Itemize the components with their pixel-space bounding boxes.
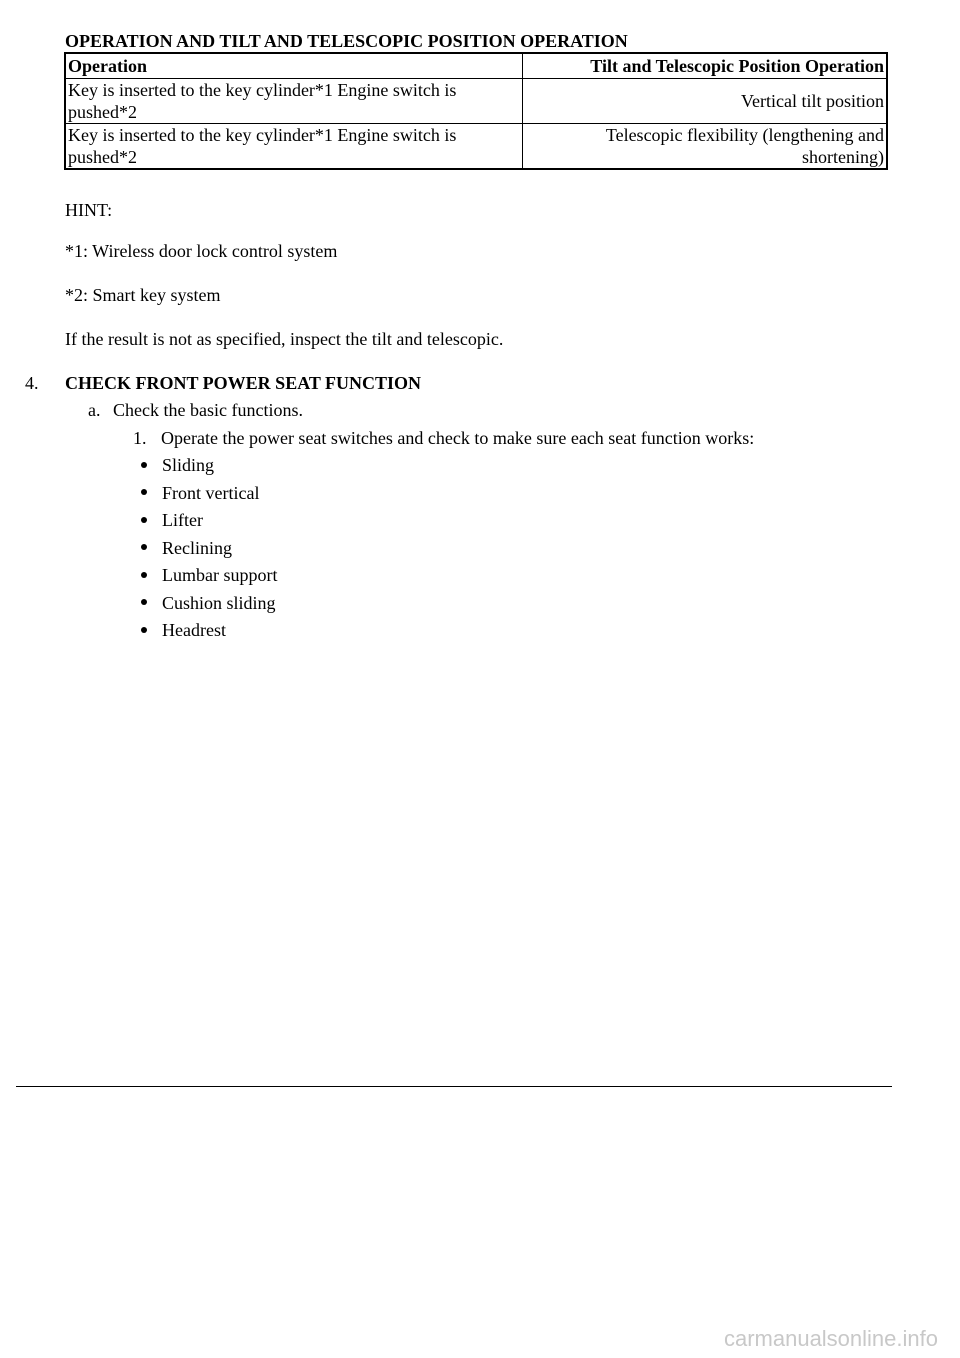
list-item [141,454,277,482]
result-instruction: If the result is not as specified, inspect the tilt and telescopic. [65,329,504,349]
site-watermark[interactable]: carmanualsonline.info [723,1326,938,1351]
list-item [141,482,277,510]
function-label: Reclining [162,537,232,558]
list-item [141,537,277,565]
function-label: Lumbar support [162,565,278,585]
list-item [141,619,277,647]
substep-1 [133,427,754,449]
hint-note-1: *1: Wireless door lock control system [65,241,338,261]
substep-a-text: Check the basic functions. [113,400,303,420]
bullet-icon [141,544,147,550]
header-operation: Operation [65,53,523,79]
bullet-icon [141,627,147,633]
header-tilt-telescopic: Tilt and Telescopic Position Operation [523,53,888,79]
table-row [65,124,887,170]
list-item [141,592,277,620]
table-row [65,79,887,124]
table-header-row [65,53,887,79]
function-label: Cushion sliding [162,592,276,613]
bullet-icon [141,599,147,605]
row-operation-cell: Key is inserted to the key cylinder*1 Engine switch is pushed*2 [65,79,523,124]
substep-1-mark: 1. [133,428,147,448]
bullet-icon [141,489,147,495]
row-position-cell: Telescopic flexibility (lengthening and shortening) [523,124,888,170]
substep-a-mark: a. [88,400,101,420]
step-title: CHECK FRONT POWER SEAT FUNCTION [65,373,422,393]
function-label: Lifter [162,510,203,530]
function-label: Sliding [162,455,215,475]
operation-table [64,52,888,170]
row-operation-cell: Key is inserted to the key cylinder*1 Engine switch is pushed*2 [65,124,523,170]
step-heading [25,372,421,394]
list-item [141,509,277,537]
bullet-icon [141,517,147,523]
hint-label: HINT: [65,200,113,220]
substep-a [88,399,303,421]
function-label: Headrest [162,620,226,640]
bullet-icon [141,572,147,578]
list-item [141,564,277,592]
section-title: OPERATION AND TILT AND TELESCOPIC POSITION OPERATION [65,31,628,51]
row-position-cell: Vertical tilt position [523,79,888,124]
substep-1-text: Operate the power seat switches and check to make sure each seat function works: [161,428,755,448]
function-label: Front vertical [162,482,260,503]
hint-note-2: *2: Smart key system [65,285,221,305]
seat-function-list [141,454,277,647]
page-divider [16,1086,892,1087]
step-number: 4. [25,373,39,393]
bullet-icon [141,462,147,468]
